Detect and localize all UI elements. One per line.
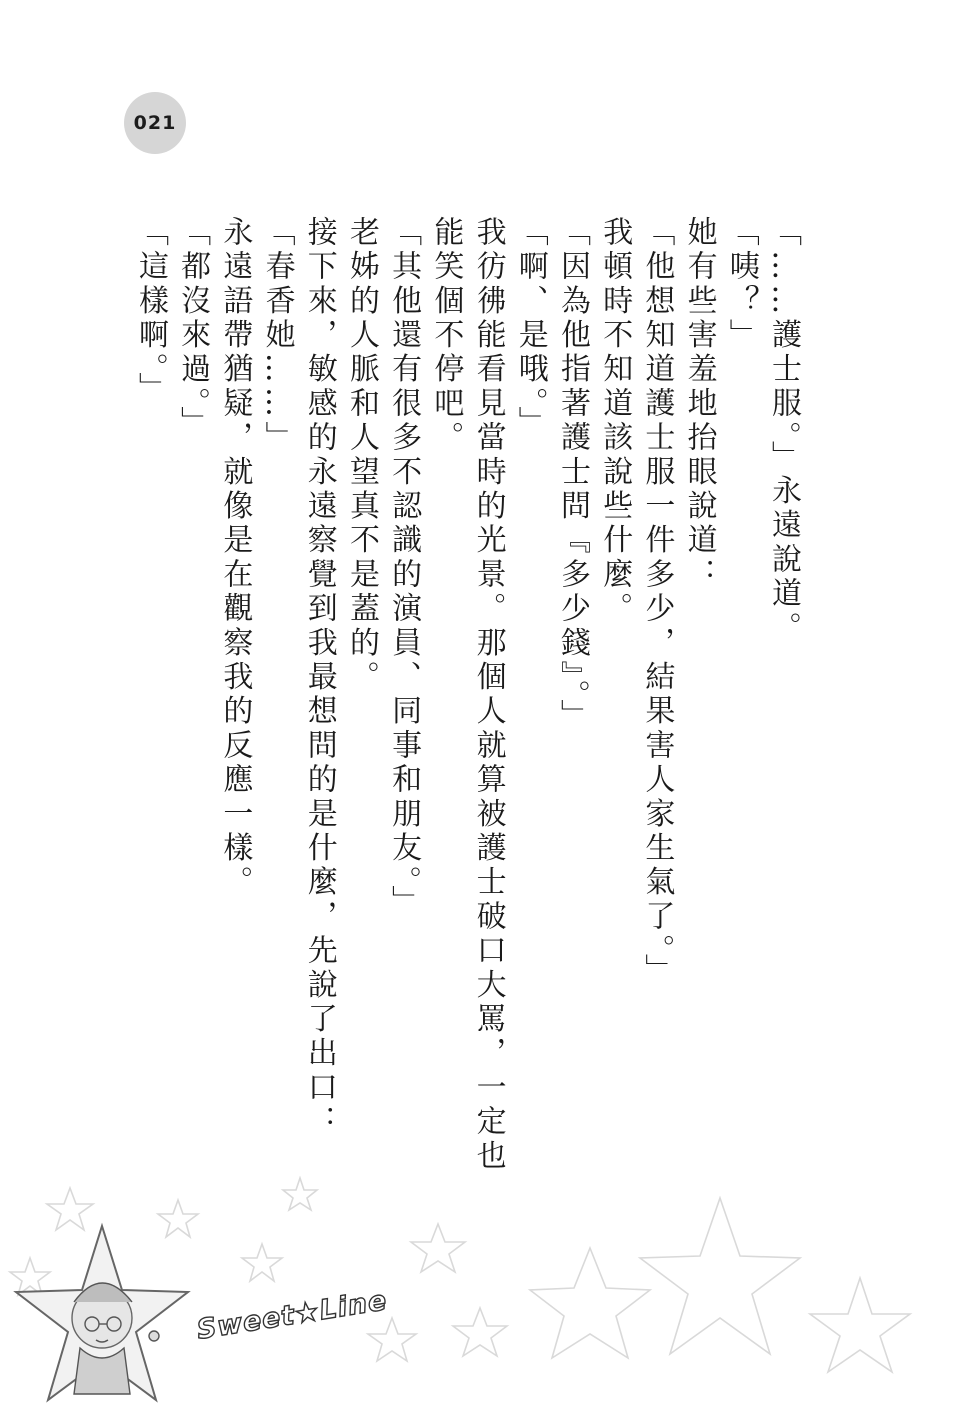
star-icon — [47, 1188, 93, 1230]
page-number-badge — [124, 92, 186, 154]
paragraph: 老姊的人脈和人望真不是蓋的。 — [343, 216, 379, 695]
paragraph: 我頓時不知道該說些什麼。 — [597, 216, 633, 627]
paragraph: 「……護士服。」永遠說道。 — [766, 216, 801, 646]
star-icon — [810, 1278, 910, 1372]
paragraph: 「都沒來過。」 — [175, 216, 211, 441]
paragraph: 「這樣啊。」 — [132, 216, 168, 407]
paragraph: 「因為他指著護士問『多少錢』。」 — [554, 216, 590, 734]
star-icon — [242, 1244, 282, 1281]
paragraph: 「春香她……」 — [259, 216, 295, 456]
paragraph: 「他想知道護士服一件多少，結果害人家生氣了。」 — [639, 216, 675, 988]
star-icon — [158, 1200, 198, 1237]
paragraph: 她有些害羞地抬眼說道： — [681, 216, 717, 593]
star-icon — [530, 1248, 650, 1358]
star-icon — [368, 1318, 416, 1361]
paragraph: 接下來，敏感的永遠察覺到我最想問的是什麼，先說了出口： — [301, 216, 337, 1140]
star-icon — [453, 1308, 507, 1356]
character-illustration — [16, 1226, 188, 1400]
star-decoration — [0, 1168, 960, 1409]
paragraph: 「其他還有很多不認識的演員、同事和朋友。」 — [386, 216, 422, 920]
paragraph: 「咦？」 — [723, 216, 759, 353]
page-number: 021 — [133, 112, 177, 134]
star-icon — [411, 1224, 465, 1272]
star-icon — [283, 1178, 317, 1210]
paragraph: 我彷彿能看見當時的光景。那個人就算被護士破口大罵，一定也能笑個不停吧。 — [428, 216, 506, 1174]
body-text — [120, 216, 804, 1176]
paragraph: 永遠語帶猶疑，就像是在觀察我的反應一樣。 — [217, 216, 253, 900]
star-icon — [10, 1258, 50, 1295]
brand-logo: Sweet★Line — [194, 1285, 390, 1346]
paragraph: 「啊、是哦。」 — [512, 216, 548, 441]
star-icon — [640, 1198, 800, 1354]
